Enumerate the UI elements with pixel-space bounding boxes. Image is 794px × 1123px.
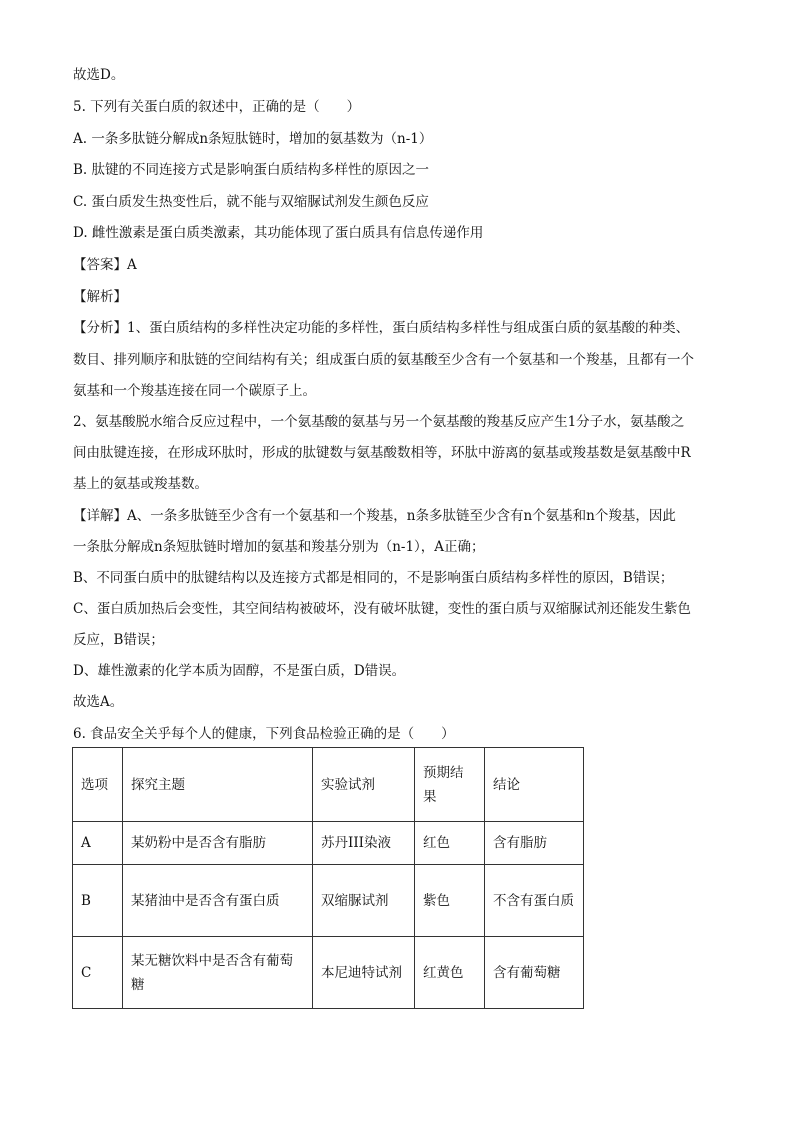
analysis-line: 数目、排列顺序和肽链的空间结构有关；组成蛋白质的氨基酸至少含有一个氨基和一个羧基，且都有一个	[73, 352, 694, 368]
header-cell: 选项	[73, 748, 123, 822]
header-cell: 结论	[485, 748, 584, 822]
food-test-table	[72, 747, 584, 1009]
analysis-line: 2、氨基酸脱水缩合反应过程中，一个氨基酸的氨基与另一个氨基酸的羧基反应产生1分子水，氨基酸之	[73, 414, 685, 430]
analysis-line: 基上的氨基或羧基数。	[73, 476, 208, 492]
table-row	[73, 865, 584, 937]
table-cell: 紫色	[415, 865, 485, 937]
final-conclusion: 故选A。	[73, 694, 124, 710]
analysis-line: B、不同蛋白质中的肽键结构以及连接方式都是相同的，不是影响蛋白质结构多样性的原因，B错误；	[73, 570, 674, 586]
question-5-stem: 5. 下列有关蛋白质的叙述中，正确的是（ ）	[73, 99, 361, 115]
analysis-line: D、雄性激素的化学本质为固醇，不是蛋白质，D错误。	[73, 663, 406, 679]
analysis-line: 间由肽键连接，在形成环肽时，形成的肽键数与氨基酸数相等，环肽中游离的氨基或羧基数是氨基酸中R	[73, 445, 691, 461]
analysis-line: 反应，B错误；	[73, 632, 164, 648]
q5-option-c: C. 蛋白质发生热变性后，就不能与双缩脲试剂发生颜色反应	[73, 194, 429, 210]
table-row	[73, 822, 584, 865]
table-cell: 不含有蛋白质	[485, 865, 584, 937]
analysis-line: 一条肽分解成n条短肽链时增加的氨基和羧基分别为（n-1），A正确；	[73, 539, 485, 555]
previous-conclusion: 故选D。	[73, 67, 125, 83]
table-cell: 含有脂肪	[485, 822, 584, 865]
table-cell: 本尼迪特试剂	[313, 937, 415, 1009]
table-cell: 含有葡萄糖	[485, 937, 584, 1009]
table-cell: 红色	[415, 822, 485, 865]
header-cell: 实验试剂	[313, 748, 415, 822]
table-cell: 某猪油中是否含有蛋白质	[123, 865, 313, 937]
table-cell: 某无糖饮料中是否含有葡萄糖	[123, 937, 313, 1009]
table-cell: 某奶粉中是否含有脂肪	[123, 822, 313, 865]
table-cell: B	[73, 865, 123, 937]
header-cell: 探究主题	[123, 748, 313, 822]
analysis-line: C、蛋白质加热后会变性，其空间结构被破坏，没有破坏肽键，变性的蛋白质与双缩脲试剂还能发生紫色	[73, 601, 691, 617]
answer-tag: 【答案】	[73, 257, 127, 273]
table-cell: A	[73, 822, 123, 865]
q5-option-d: D. 雌性激素是蛋白质类激素，其功能体现了蛋白质具有信息传递作用	[73, 225, 484, 241]
q5-answer	[73, 255, 137, 275]
table-header-row	[73, 748, 584, 822]
analysis-line: 氨基和一个羧基连接在同一个碳原子上。	[73, 383, 316, 399]
table-cell: C	[73, 937, 123, 1009]
analysis-line: 【详解】A、一条多肽链至少含有一个氨基和一个羧基，n条多肽链至少含有n个氨基和n个羧基，因此	[73, 508, 676, 524]
table-cell: 双缩脲试剂	[313, 865, 415, 937]
table-cell: 红黄色	[415, 937, 485, 1009]
analysis-line: 【分析】1、蛋白质结构的多样性决定功能的多样性，蛋白质结构多样性与组成蛋白质的氨基酸的种类、	[73, 320, 690, 336]
answer-value: A	[127, 257, 137, 273]
table-row	[73, 937, 584, 1009]
question-6-stem: 6. 食品安全关乎每个人的健康，下列食品检验正确的是（ ）	[73, 726, 455, 742]
q5-option-b: B. 肽键的不同连接方式是影响蛋白质结构多样性的原因之一	[73, 162, 430, 178]
q5-option-a: A. 一条多肽链分解成n条短肽链时，增加的氨基数为（n-1）	[73, 131, 433, 147]
analysis-tag: 【解析】	[73, 289, 127, 305]
table-cell: 苏丹III染液	[313, 822, 415, 865]
header-cell: 预期结果	[415, 748, 485, 822]
